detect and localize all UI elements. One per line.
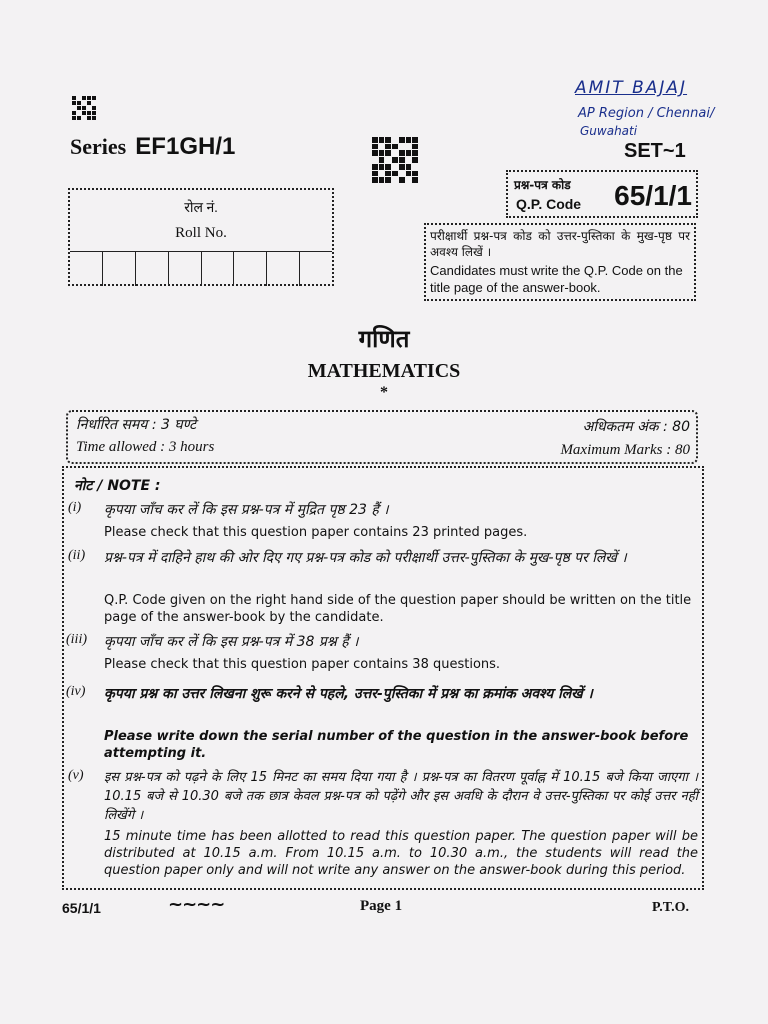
qr-code-icon — [372, 137, 418, 183]
note-english: Please check that this question paper contains 23 printed pages. — [104, 525, 528, 540]
note-number: (v) — [68, 768, 84, 783]
qp-instruction-box — [424, 223, 696, 301]
roll-label-english: Roll No. — [175, 225, 227, 241]
note-hindi: कृपया जाँच कर लें कि इस प्रश्न-पत्र में मुद्रित पृष्ठ 23 हैं । — [104, 502, 389, 518]
qp-instruction-hindi: परीक्षार्थी प्रश्न-पत्र कोड को उत्तर-पुस्तिका के मुख-पृष्ठ पर अवश्य लिखें । — [430, 229, 690, 259]
note-hindi: प्रश्न-पत्र में दाहिने हाथ की ओर दिए गए प्रश्न-पत्र कोड को परीक्षार्थी उत्तर-पुस्तिका के मुख-पृष्ठ पर लिखें । — [104, 550, 627, 566]
qp-code-box — [506, 170, 698, 218]
note-number: (iii) — [66, 632, 87, 647]
note-hindi: कृपया जाँच कर लें कि इस प्रश्न-पत्र में 38 प्रश्न हैं । — [104, 634, 359, 650]
roll-label-hindi: रोल नं. — [184, 201, 218, 216]
roll-number-box — [68, 188, 334, 286]
note-box — [62, 466, 704, 890]
note-english: Please write down the serial number of the question in the answer-book before attempting it. — [104, 729, 689, 761]
qp-instruction-english: Candidates must write the Q.P. Code on the title page of the answer-book. — [430, 263, 683, 295]
time-english: Time allowed : 3 hours — [76, 439, 215, 455]
marks-hindi: अधिकतम अंक : 80 — [582, 419, 690, 435]
qp-label-hindi: प्रश्न-पत्र कोड — [514, 178, 571, 192]
subject-english: MATHEMATICS — [307, 360, 461, 382]
time-hindi: निर्धारित समय : 3 घण्टे — [76, 417, 197, 433]
time-marks-box — [66, 410, 698, 464]
note-english: Please check that this question paper contains 38 questions. — [104, 657, 501, 672]
footer-code: 65/1/1 — [62, 900, 101, 916]
handwritten-region-2: Guwahati — [580, 124, 638, 138]
note-number: (i) — [68, 500, 82, 515]
handwritten-name: AMIT BAJAJ — [575, 78, 688, 98]
subject-hindi: गणित — [358, 325, 410, 353]
series-line — [70, 133, 235, 161]
qp-label-english: Q.P. Code — [516, 196, 582, 212]
roll-digit-boxes[interactable] — [70, 251, 332, 286]
note-number: (iv) — [66, 684, 86, 699]
series-code: EF1GH/1 — [135, 133, 236, 160]
note-heading: नोट / NOTE : — [74, 478, 161, 494]
pto-label: P.T.O. — [652, 900, 689, 915]
note-hindi: इस प्रश्न-पत्र को पढ़ने के लिए 15 मिनट का समय दिया गया है । प्रश्न-पत्र का वितरण पूर्वाह्न में 10.15 बजे किया जाएगा । 10.15 बजे से 10.30 बजे तक छात्र केवल प्रश्न-पत्र को पढ़ेंगे और इस अवधि के दौरान वे उत्तर-पुस्तिका पर कोई उत्तर नहीं लिखेंगे । — [104, 770, 698, 823]
note-number: (ii) — [68, 548, 86, 563]
note-english: 15 minute time has been allotted to read this question paper. The question paper will be distributed at 10.15 a.m. From 10.15 a.m. to 10.30 a.m., the students will read the question paper only and will not write any answer on the answer-book during this period. — [104, 829, 698, 878]
footer-squiggle: ~~~~ — [168, 894, 225, 915]
note-hindi: कृपया प्रश्न का उत्तर लिखना शुरू करने से पहले, उत्तर-पुस्तिका में प्रश्न का क्रमांक अवश्य लिखें । — [104, 686, 593, 702]
note-english: Q.P. Code given on the right hand side of the question paper should be written on the title page of the answer-book by the candidate. — [104, 593, 692, 625]
subject-star: * — [380, 384, 388, 401]
series-label: Series — [70, 134, 127, 159]
handwritten-region: AP Region / Chennai/ — [578, 106, 715, 121]
qp-code: 65/1/1 — [614, 180, 692, 211]
marks-english: Maximum Marks : 80 — [560, 442, 690, 458]
small-qr-code-icon — [72, 96, 96, 120]
page-number: Page 1 — [360, 898, 403, 914]
set-number: SET~1 — [624, 140, 686, 162]
